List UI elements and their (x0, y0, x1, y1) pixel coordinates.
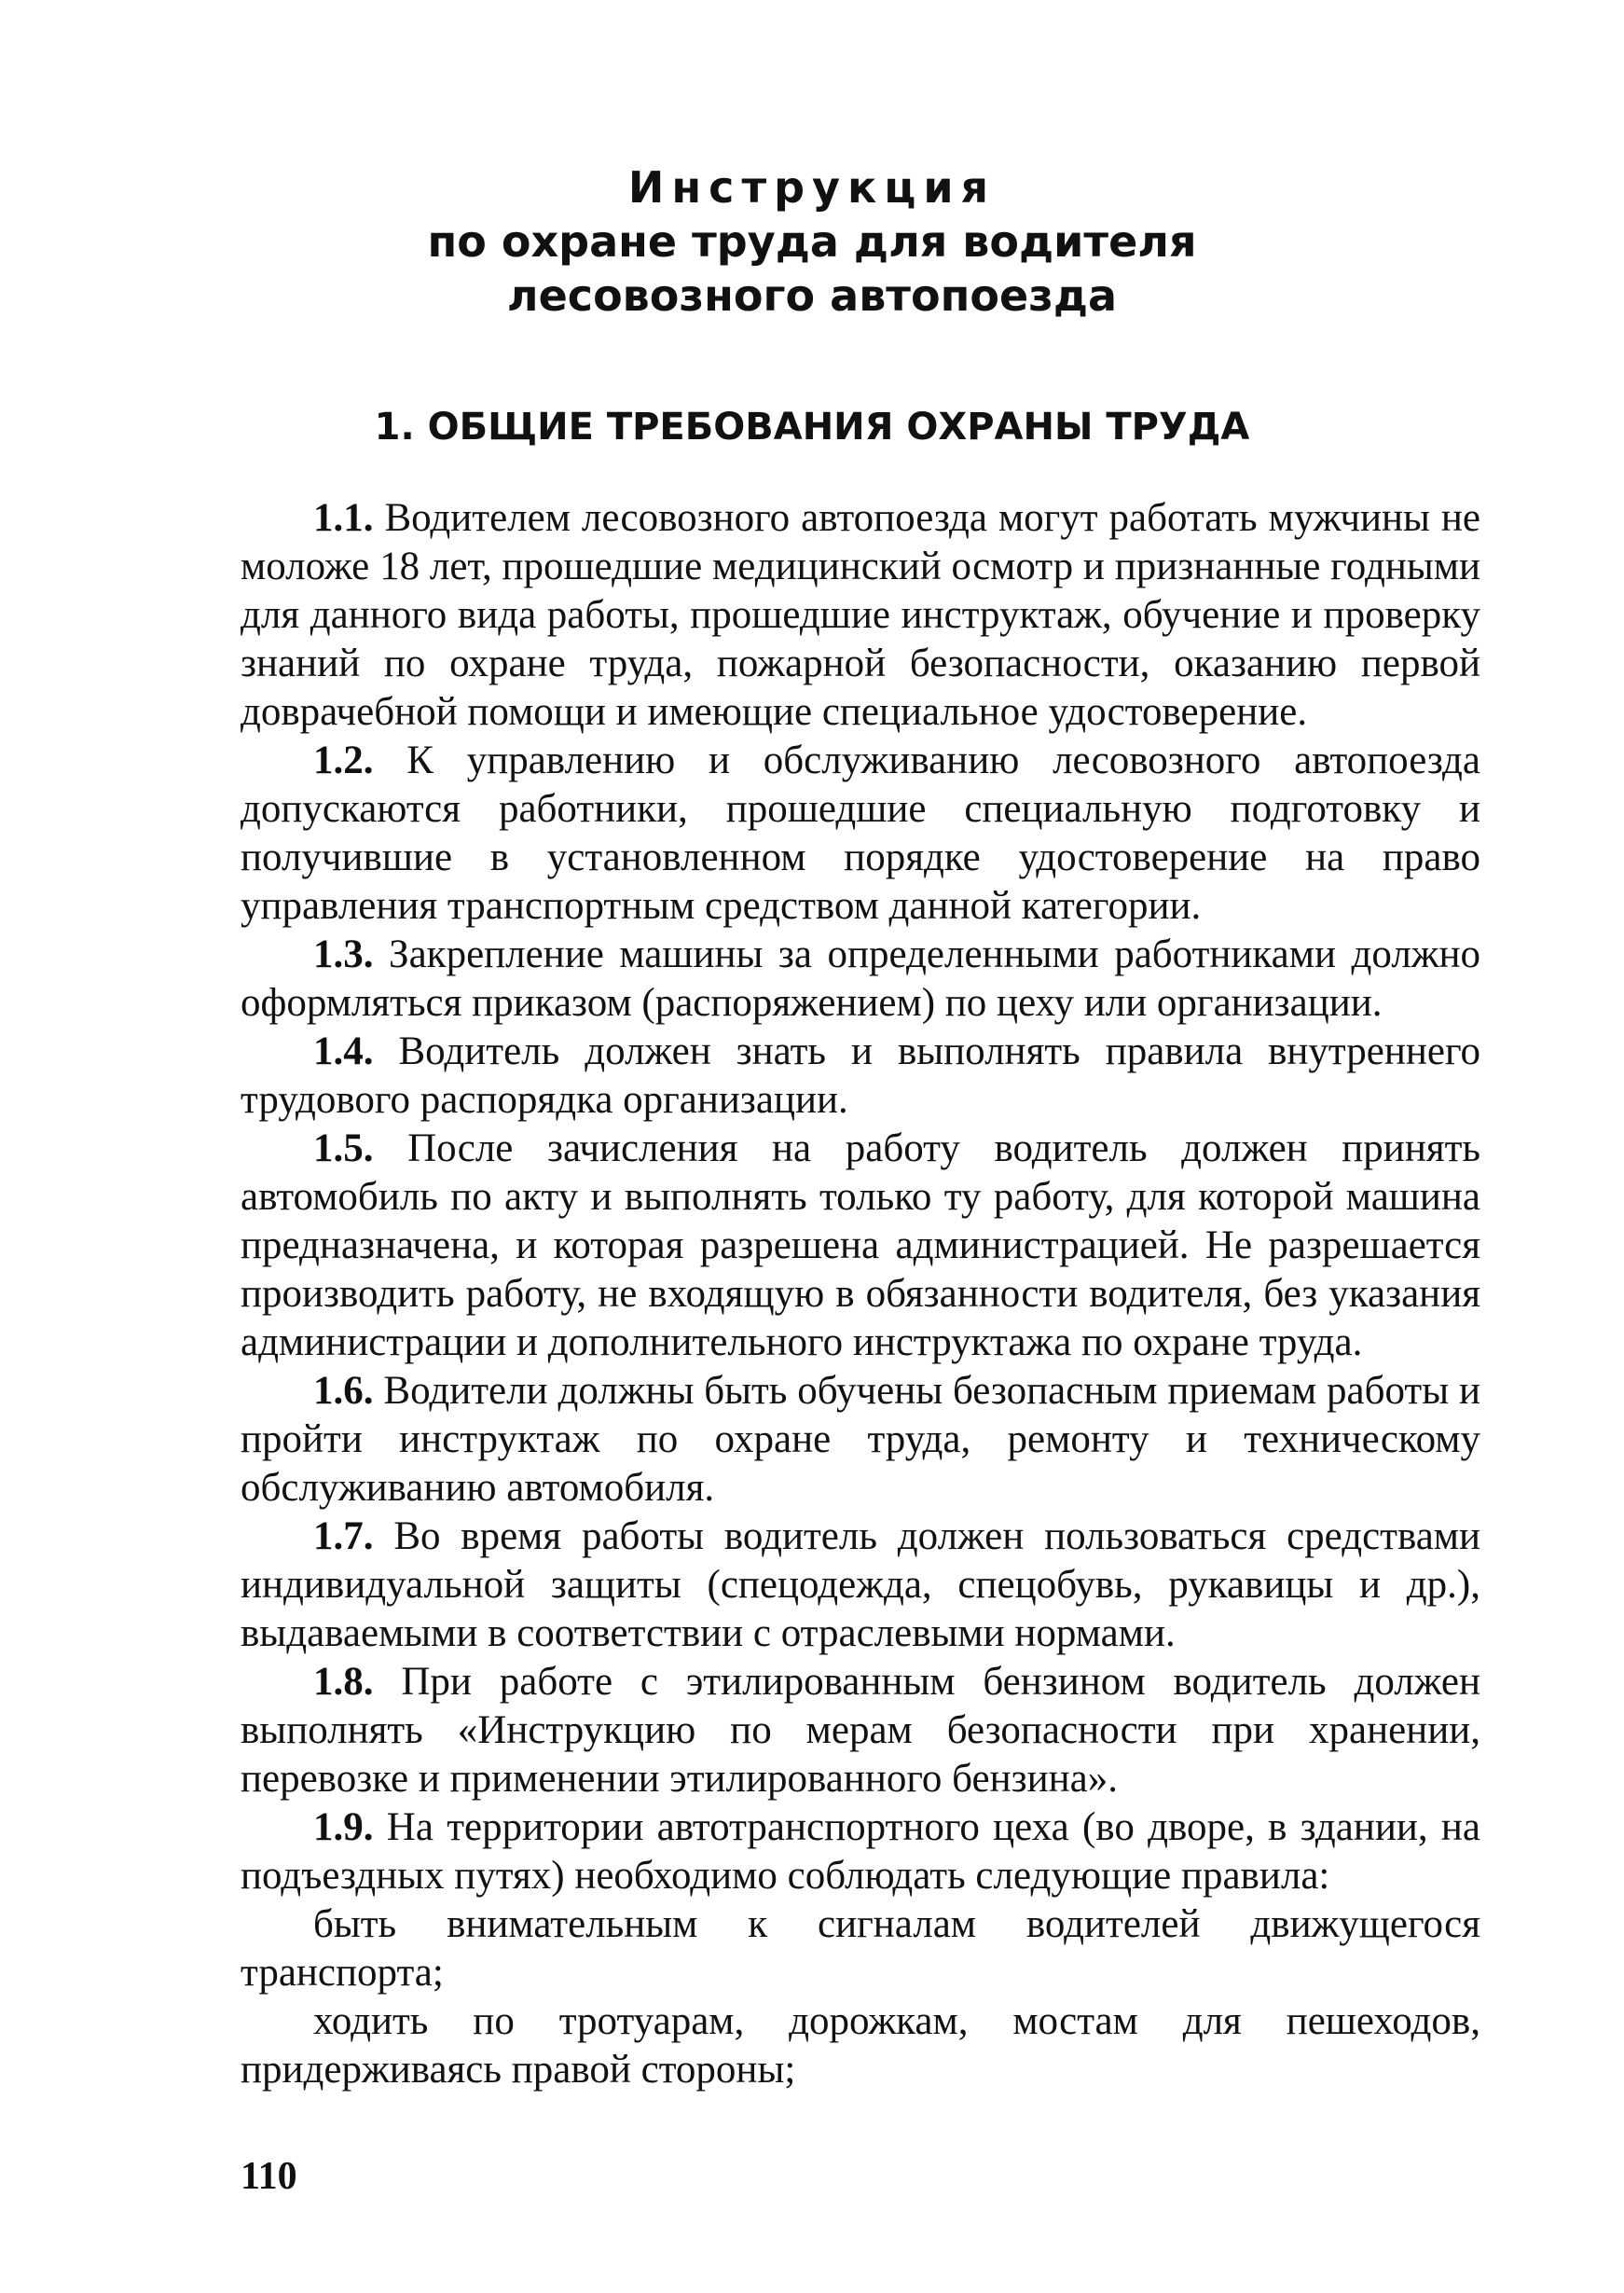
paragraph-1-2 (241, 737, 1480, 931)
paragraph-number: 1.9. (313, 1805, 374, 1849)
body-text (241, 494, 1480, 2094)
page-number: 110 (241, 2155, 297, 2198)
paragraph-text: Во время работы водитель должен пользоваться средствами индивидуальной защиты (спецодежда, спецобувь, рукавицы и др.), выдаваемыми в соответствии с отраслевыми нормами. (241, 1514, 1480, 1655)
paragraph-text: К управлению и обслуживанию лесовозного автопоезда допускаются работники, прошедшие специальную подготовку и получившие в установленном порядке удостоверение на право управления транспортным средством данной категории. (241, 739, 1480, 928)
title-line-1: Инструкция (627, 162, 997, 213)
list-item: быть внимательным к сигналам водителей движущегося транспорта; (241, 1902, 1480, 1995)
paragraph-text: Закрепление машины за определенными работниками должно оформляться приказом (распоряжением) по цеху или организации. (241, 932, 1481, 1025)
paragraph-1-4 (241, 1028, 1480, 1125)
paragraph-text: На территории автотранспортного цеха (во дворе, в здании, на подъездных путях) необходимо соблюдать следующие правила: (241, 1805, 1480, 1898)
document-title (0, 160, 1624, 323)
paragraph-text: Водитель должен знать и выполнять правила внутреннего трудового распорядка организации. (241, 1029, 1481, 1122)
paragraph-number: 1.1. (313, 496, 374, 540)
paragraph-number: 1.3. (313, 932, 374, 976)
paragraph-text: Водители должны быть обучены безопасным приемам работы и пройти инструктаж по охране труда, ремонту и техническому обслуживанию автомобиля. (241, 1369, 1481, 1510)
paragraph-number: 1.6. (313, 1369, 374, 1413)
section-heading: 1. ОБЩИЕ ТРЕБОВАНИЯ ОХРАНЫ ТРУДА (374, 406, 1250, 449)
paragraph-1-1 (241, 494, 1480, 737)
paragraph-text: Водителем лесовозного автопоезда могут работать мужчины не моложе 18 лет, прошедшие медицинский осмотр и признанные годными для данного вида работы, прошедшие инструктаж, обучение и проверку знаний по охране труда, пожарной безопасности, оказанию первой доврачебной помощи и имеющие специальное удостоверение. (241, 496, 1480, 734)
paragraph-text: При работе с этилированным бензином водитель должен выполнять «Инструкцию по мерам безопасности при хранении, перевозке и применении этилированного бензина». (241, 1660, 1480, 1801)
paragraph-1-9 (241, 1803, 1480, 1900)
paragraph-1-5 (241, 1125, 1480, 1367)
paragraph-number: 1.4. (313, 1029, 374, 1073)
paragraph-1-3 (241, 931, 1480, 1028)
list-item: ходить по тротуарам, дорожкам, мостам для пешеходов, придерживаясь правой стороны; (241, 1999, 1480, 2092)
paragraph-number: 1.7. (313, 1514, 374, 1558)
paragraph-1-8 (241, 1658, 1480, 1803)
title-line-2: по охране труда для водителя (427, 216, 1197, 267)
paragraph-text: После зачисления на работу водитель должен принять автомобиль по акту и выполнять только ту работу, для которой машина предназначена, и которая разрешена администрацией. Не разрешается производить работу, не входящую в обязанности водителя, без указания администрации и дополнительного инструктажа по охране труда. (241, 1126, 1481, 1364)
paragraph-number: 1.2. (313, 739, 374, 782)
paragraph-number: 1.5. (313, 1126, 374, 1170)
paragraph-1-7 (241, 1513, 1480, 1658)
paragraph-number: 1.8. (313, 1660, 374, 1704)
title-line-3: лесовозного автопоезда (506, 270, 1118, 321)
paragraph-1-6 (241, 1367, 1480, 1513)
